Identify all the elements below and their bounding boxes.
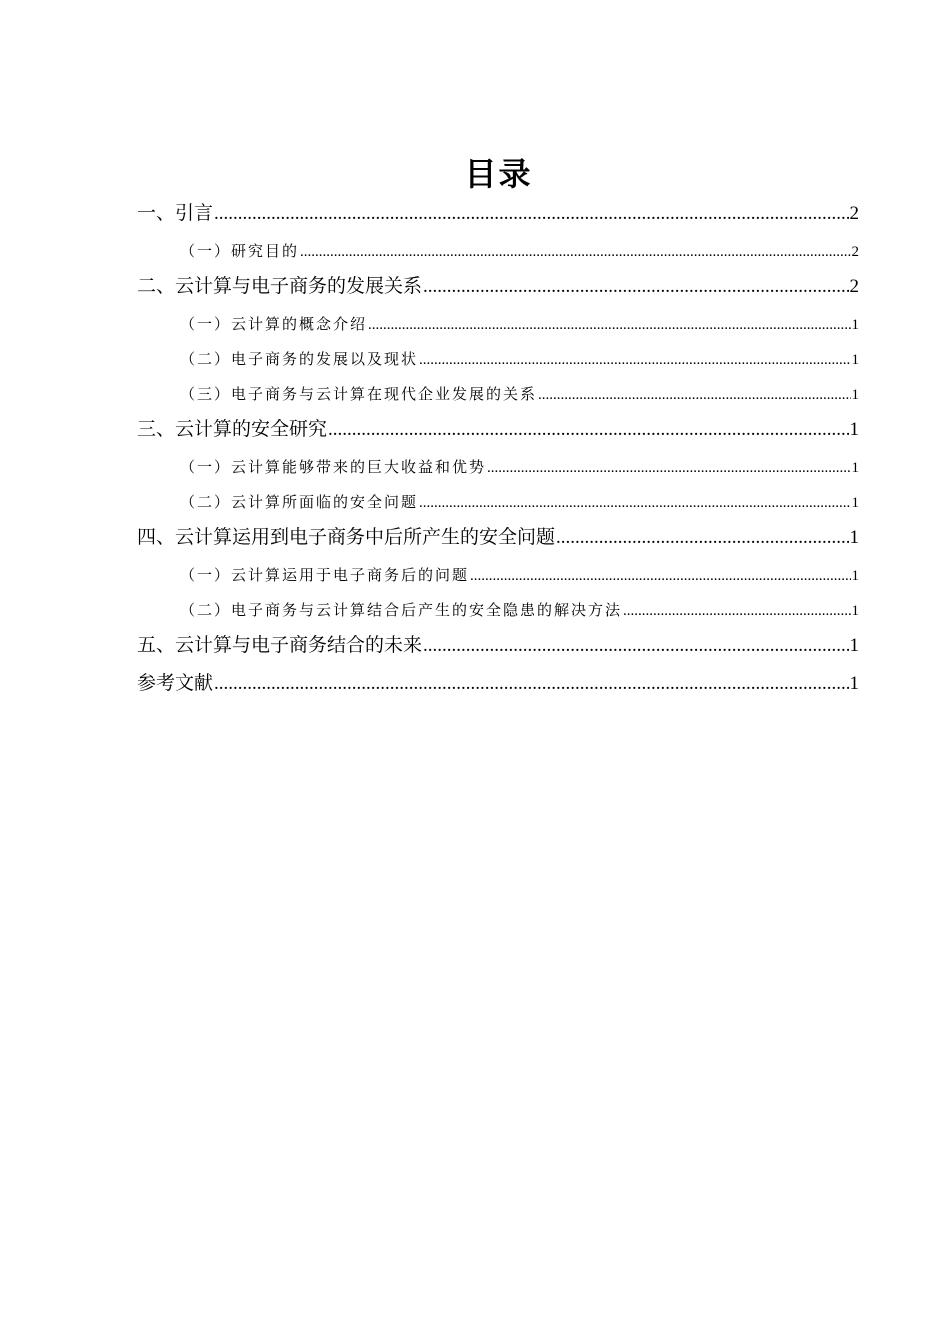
toc-entry[interactable] [137, 487, 859, 522]
toc-page-number: 1 [851, 387, 859, 403]
dot-leader [300, 237, 850, 267]
toc-title: 目录 [464, 155, 533, 193]
toc-page-number: 1 [851, 568, 859, 584]
dot-leader [556, 523, 848, 553]
toc-entry[interactable] [137, 236, 859, 271]
toc-page-number: 2 [849, 203, 859, 224]
toc-entry[interactable] [137, 522, 859, 560]
toc-entry[interactable] [137, 630, 859, 668]
toc-page-number: 1 [849, 419, 859, 440]
toc-page-number: 1 [849, 673, 859, 694]
dot-leader [419, 345, 850, 375]
dot-leader [423, 631, 848, 661]
toc-entry-label: 三、云计算的安全研究 [137, 418, 328, 440]
toc-page-number: 1 [851, 352, 859, 368]
toc-entry-label: 二、云计算与电子商务的发展关系 [137, 275, 423, 297]
toc-entry[interactable] [137, 271, 859, 309]
toc-entry-label: （一）云计算能够带来的巨大收益和优势 [180, 458, 487, 476]
dot-leader [487, 453, 850, 483]
toc-entry[interactable] [137, 560, 859, 595]
dot-leader [368, 310, 850, 340]
toc-entry-label: （二）电子商务与云计算结合后产生的安全隐患的解决方法 [180, 601, 623, 619]
dot-leader [470, 561, 850, 591]
toc-entry-label: （一）云计算运用于电子商务后的问题 [180, 566, 470, 584]
toc-entry[interactable] [137, 595, 859, 630]
toc-entry[interactable] [137, 344, 859, 379]
toc-entry[interactable] [137, 379, 859, 414]
dot-leader [328, 415, 848, 445]
dot-leader [214, 669, 848, 699]
toc-entry-label: 五、云计算与电子商务结合的未来 [137, 634, 423, 656]
toc-page-number: 1 [851, 603, 859, 619]
toc-entry-label: （一）云计算的概念介绍 [180, 315, 368, 333]
toc-entry-label: （二）云计算所面临的安全问题 [180, 493, 419, 511]
dot-leader [538, 380, 850, 410]
dot-leader [623, 596, 850, 626]
toc-entry-label: 四、云计算运用到电子商务中后所产生的安全问题 [137, 526, 556, 548]
toc-entry-label: （二）电子商务的发展以及现状 [180, 350, 419, 368]
toc-page-number: 2 [849, 276, 859, 297]
dot-leader [423, 272, 848, 302]
toc-entry-label: 参考文献 [137, 672, 214, 694]
toc-page-number: 1 [851, 317, 859, 333]
toc-entry-label: 一、引言 [137, 202, 214, 224]
toc-page-number: 2 [851, 244, 859, 260]
toc-entry-label: （一）研究目的 [180, 242, 300, 260]
toc-entry[interactable] [137, 668, 859, 706]
toc-page-number: 1 [851, 495, 859, 511]
dot-leader [419, 488, 850, 518]
toc-page-number: 1 [849, 635, 859, 656]
toc-page-number: 1 [851, 460, 859, 476]
dot-leader [214, 199, 848, 229]
toc-entry[interactable] [137, 198, 859, 236]
toc-entry[interactable] [137, 452, 859, 487]
table-of-contents [137, 198, 859, 706]
toc-entry[interactable] [137, 309, 859, 344]
toc-page-number: 1 [849, 527, 859, 548]
toc-entry[interactable] [137, 414, 859, 452]
toc-entry-label: （三）电子商务与云计算在现代企业发展的关系 [180, 385, 538, 403]
